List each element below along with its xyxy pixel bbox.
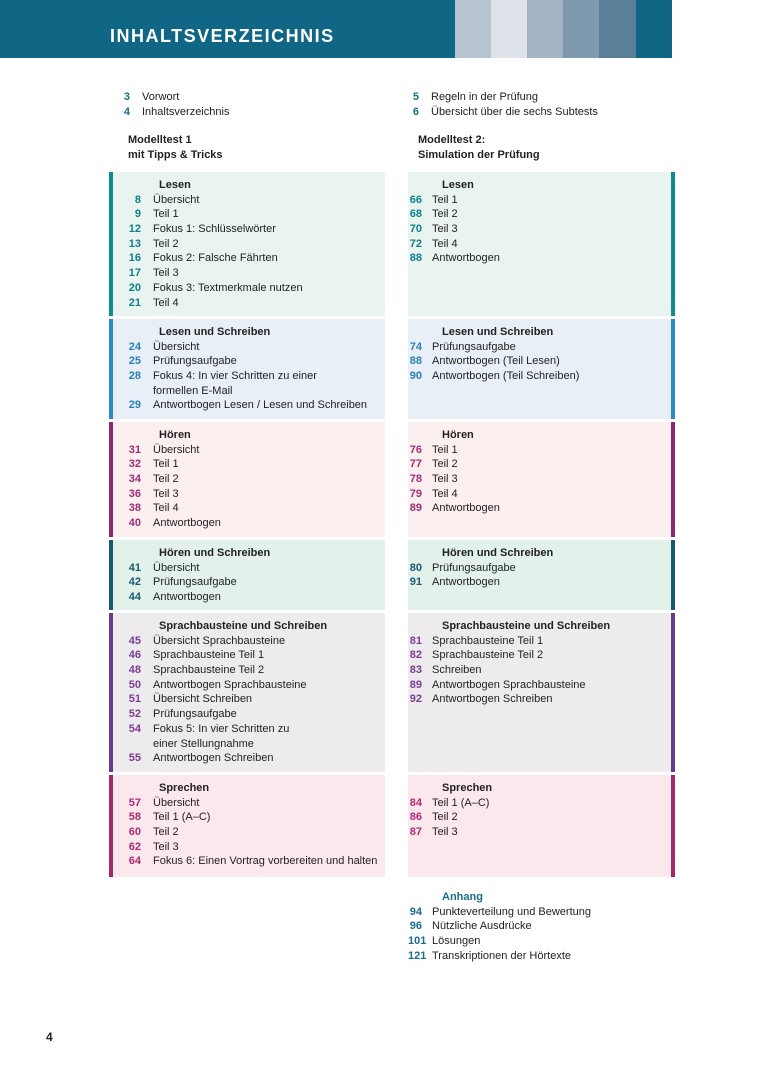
toc-page-number: 84 <box>409 796 422 809</box>
section-title: Hören und Schreiben <box>159 547 271 559</box>
toc-page-number: 36 <box>128 487 141 500</box>
toc-entry[interactable] <box>119 634 385 649</box>
toc-page-number: 41 <box>128 561 141 574</box>
toc-entry-title: Antwortbogen Schreiben <box>432 693 553 706</box>
toc-entry-title: Sprachbausteine Teil 1 <box>432 634 544 647</box>
toc-page-number: 88 <box>409 355 422 368</box>
modelltest-2-subtitle: Simulation der Prüfung <box>418 149 540 161</box>
toc-entry[interactable] <box>408 222 671 237</box>
toc-entry[interactable] <box>119 237 385 252</box>
modelltest-1-heading <box>128 133 223 163</box>
section-lesen-left <box>109 172 385 316</box>
toc-entry-title: Teil 2 <box>153 826 179 839</box>
toc-entry[interactable] <box>408 354 671 369</box>
toc-entry-title: Antwortbogen (Teil Lesen) <box>432 355 560 368</box>
toc-entry-title: Teil 1 <box>432 193 458 206</box>
modelltest-2-heading <box>418 133 540 163</box>
toc-entry-title: Punkteverteilung und Bewertung <box>432 905 591 918</box>
toc-page-number: 72 <box>409 237 422 250</box>
section-lesen-und-schreiben-left <box>109 319 385 419</box>
intro-right <box>397 90 598 119</box>
toc-entry-title: Antwortbogen <box>432 502 500 515</box>
toc-page-number: 17 <box>128 267 141 280</box>
toc-entry-title: Teil 1 (A–C) <box>432 796 490 809</box>
toc-entry-title: Übersicht <box>153 443 200 456</box>
toc-entry-title: Übersicht <box>153 561 200 574</box>
header-stripe-4 <box>563 0 599 58</box>
toc-entry-title: Antwortbogen <box>153 517 221 530</box>
toc-entry-title: Antwortbogen <box>432 576 500 589</box>
toc-page-number: 9 <box>134 208 141 221</box>
toc-entry-title: Sprachbausteine Teil 2 <box>153 664 265 677</box>
toc-entry[interactable] <box>119 354 385 369</box>
toc-page-number: 91 <box>409 576 422 589</box>
toc-page-number: 58 <box>128 811 141 824</box>
toc-entry[interactable] <box>119 296 385 311</box>
section-title: Lesen und Schreiben <box>442 326 554 338</box>
toc-page-number: 21 <box>128 296 141 309</box>
toc-page-number: 12 <box>128 223 141 236</box>
toc-page-number: 8 <box>134 193 141 206</box>
section-lesen-und-schreiben-right <box>408 319 675 419</box>
toc-page-number: 74 <box>409 340 422 353</box>
toc-entry-title: Fokus 4: In vier Schritten zu einer <box>153 370 317 383</box>
anhang-title: Anhang <box>442 891 483 903</box>
toc-entry[interactable] <box>408 575 671 590</box>
toc-entry[interactable] <box>119 751 385 766</box>
toc-entry-title: Regeln in der Prüfung <box>431 91 539 103</box>
toc-page-number: 83 <box>409 664 422 677</box>
toc-page-number: 31 <box>128 443 141 456</box>
toc-page-number: 28 <box>128 370 141 383</box>
toc-entry[interactable] <box>119 590 385 605</box>
anhang-section <box>408 890 591 963</box>
toc-entry-title: Teil 1 (A–C) <box>153 811 211 824</box>
toc-entry-title: Antwortbogen <box>432 252 500 265</box>
toc-entry[interactable] <box>408 919 591 934</box>
section-title: Hören und Schreiben <box>442 547 554 559</box>
toc-page-number: 54 <box>128 722 141 735</box>
toc-page-number: 48 <box>128 664 141 677</box>
header-stripe-3 <box>527 0 563 58</box>
toc-page-number: 76 <box>409 443 422 456</box>
toc-page-number: 25 <box>128 355 141 368</box>
toc-entry-title: Teil 3 <box>432 223 458 236</box>
toc-entry[interactable] <box>108 105 229 120</box>
toc-entry[interactable] <box>119 472 385 487</box>
toc-entry-title: Teil 3 <box>432 826 458 839</box>
toc-page-number: 24 <box>128 340 141 353</box>
section-hoeren-left <box>109 422 385 537</box>
toc-entry-title: Sprachbausteine Teil 1 <box>153 649 265 662</box>
toc-page-number: 57 <box>128 796 141 809</box>
toc-page-number: 81 <box>409 634 422 647</box>
toc-page-number: 88 <box>409 252 422 265</box>
section-title: Sprechen <box>159 782 210 794</box>
toc-page-number: 51 <box>128 693 141 706</box>
toc-entry-title: Teil 1 <box>432 443 458 456</box>
toc-page-number: 4 <box>123 105 130 118</box>
toc-page-number: 121 <box>408 949 427 962</box>
toc-page-number: 16 <box>128 252 141 265</box>
toc-entry-title: Teil 2 <box>432 811 458 824</box>
toc-entry[interactable] <box>119 707 385 722</box>
toc-entry-title: Übersicht <box>153 193 200 206</box>
toc-entry[interactable] <box>119 678 385 693</box>
toc-entry[interactable] <box>119 281 385 296</box>
toc-entry-title: Antwortbogen <box>153 591 221 604</box>
toc-entry-title: Teil 3 <box>432 473 458 486</box>
toc-entry-title: Teil 4 <box>153 296 179 309</box>
toc-entry-title: Teil 1 <box>153 458 179 471</box>
toc-entry-title: formellen E-Mail <box>153 384 233 397</box>
toc-entry[interactable] <box>119 193 385 208</box>
toc-page-number: 20 <box>128 281 141 294</box>
toc-page-number: 94 <box>409 905 422 918</box>
toc-entry[interactable] <box>119 384 385 399</box>
toc-page-number: 38 <box>128 502 141 515</box>
toc-entry[interactable] <box>408 340 671 355</box>
toc-entry-title: Fokus 5: In vier Schritten zu <box>153 722 290 735</box>
toc-entry-title: Teil 1 <box>153 208 179 221</box>
toc-page-number: 45 <box>128 634 141 647</box>
toc-entry[interactable] <box>119 457 385 472</box>
modelltest-1-title: Modelltest 1 <box>128 134 192 146</box>
toc-entry[interactable] <box>408 678 671 693</box>
toc-entry[interactable] <box>408 561 671 576</box>
toc-page-number: 96 <box>409 920 422 933</box>
toc-entry[interactable] <box>119 561 385 576</box>
toc-page-number: 77 <box>409 458 422 471</box>
toc-page-number: 29 <box>128 399 141 412</box>
section-lesen-right <box>408 172 675 316</box>
toc-entry[interactable] <box>408 810 671 825</box>
toc-entry-title: Prüfungsaufgabe <box>153 355 237 368</box>
section-title: Sprachbausteine und Schreiben <box>159 620 328 632</box>
toc-entry[interactable] <box>119 825 385 840</box>
toc-page-number: 89 <box>409 678 422 691</box>
toc-entry[interactable] <box>408 251 671 266</box>
section-hoeren-und-schreiben-right <box>408 540 675 610</box>
toc-entry[interactable] <box>119 737 385 752</box>
toc-entry[interactable] <box>119 840 385 855</box>
toc-entry[interactable] <box>408 663 671 678</box>
toc-entry-title: Fokus 1: Schlüsselwörter <box>153 223 276 236</box>
toc-page-number: 3 <box>123 91 130 103</box>
section-title: Lesen und Schreiben <box>159 326 271 338</box>
section-sprechen-left <box>109 775 385 877</box>
toc-entry-title: Übersicht <box>153 340 200 353</box>
toc-entry[interactable] <box>119 340 385 355</box>
section-title: Sprechen <box>442 782 493 794</box>
toc-entry-title: Prüfungsaufgabe <box>432 561 516 574</box>
toc-entry[interactable] <box>119 398 385 413</box>
toc-entry[interactable] <box>408 237 671 252</box>
toc-page-number: 5 <box>412 91 419 103</box>
section-title: Sprachbausteine und Schreiben <box>442 620 611 632</box>
toc-entry-title: einer Stellungnahme <box>153 737 254 750</box>
toc-entry-title: Antwortbogen Schreiben <box>153 752 274 765</box>
toc-entry-title: Teil 4 <box>432 237 458 250</box>
toc-entry-title: Übersicht über die sechs Subtests <box>431 105 598 118</box>
toc-entry-title: Teil 3 <box>153 840 179 853</box>
toc-entry-title: Übersicht <box>153 796 200 809</box>
toc-entry[interactable] <box>108 90 229 105</box>
section-sprechen-right <box>408 775 675 877</box>
toc-entry[interactable] <box>119 722 385 737</box>
toc-page-number: 86 <box>409 811 422 824</box>
toc-entry[interactable] <box>119 222 385 237</box>
toc-entry[interactable] <box>408 949 591 964</box>
toc-entry[interactable] <box>408 501 671 516</box>
intro-left <box>108 90 229 119</box>
toc-entry-title: Teil 2 <box>432 208 458 221</box>
toc-page-number: 90 <box>409 370 422 383</box>
toc-page-number: 92 <box>409 693 422 706</box>
toc-page-number: 70 <box>409 223 422 236</box>
toc-entry-title: Sprachbausteine Teil 2 <box>432 649 544 662</box>
modelltest-1-subtitle: mit Tipps & Tricks <box>128 149 223 161</box>
toc-entry[interactable] <box>119 854 385 869</box>
toc-page-number: 52 <box>128 708 141 721</box>
toc-page-number: 13 <box>128 237 141 250</box>
page-title: INHALTSVERZEICHNIS <box>110 26 335 46</box>
toc-page-number: 50 <box>128 678 141 691</box>
toc-entry[interactable] <box>397 105 598 120</box>
toc-page-number: 82 <box>409 649 422 662</box>
toc-entry-title: Teil 3 <box>153 487 179 500</box>
toc-entry[interactable] <box>119 663 385 678</box>
toc-entry-title: Teil 2 <box>153 237 179 250</box>
toc-page-number: 42 <box>128 576 141 589</box>
section-sprachbausteine-und-schreiben-left <box>109 613 385 772</box>
toc-entry-title: Antwortbogen Sprachbausteine <box>153 678 307 691</box>
toc-entry[interactable] <box>408 472 671 487</box>
toc-page-number: 55 <box>128 752 141 765</box>
toc-entry[interactable] <box>408 369 671 384</box>
header-stripe-2 <box>491 0 527 58</box>
toc-entry[interactable] <box>408 648 671 663</box>
toc-entry[interactable] <box>408 905 591 920</box>
toc-page-number: 44 <box>128 591 141 604</box>
toc-entry[interactable] <box>408 634 671 649</box>
toc-entry-title: Prüfungsaufgabe <box>153 708 237 721</box>
toc-entry[interactable] <box>408 825 671 840</box>
toc-page-number: 78 <box>409 473 422 486</box>
toc-entry-title: Teil 4 <box>432 487 458 500</box>
toc-entry-title: Schreiben <box>432 664 482 677</box>
toc-entry-title: Antwortbogen (Teil Schreiben) <box>432 370 580 383</box>
toc-entry[interactable] <box>408 692 671 707</box>
toc-page-number: 79 <box>409 487 422 500</box>
toc-page-number: 64 <box>128 855 141 868</box>
toc-page-number: 46 <box>128 649 141 662</box>
toc-entry[interactable] <box>408 796 671 811</box>
toc-entry[interactable] <box>408 457 671 472</box>
section-sprachbausteine-und-schreiben-right <box>408 613 675 772</box>
section-hoeren-und-schreiben-left <box>109 540 385 610</box>
section-hoeren-right <box>408 422 675 537</box>
toc-entry-title: Fokus 6: Einen Vortrag vorbereiten und halten <box>153 855 378 868</box>
toc-entry[interactable] <box>408 487 671 502</box>
toc-page-number: 68 <box>409 208 422 221</box>
toc-page-number: 101 <box>408 935 427 948</box>
section-title: Lesen <box>442 179 474 191</box>
toc-page-number: 40 <box>128 517 141 530</box>
page-number: 4 <box>46 1030 53 1044</box>
section-title: Hören <box>442 429 474 441</box>
toc-entry[interactable] <box>119 810 385 825</box>
toc-page-number: 66 <box>409 193 422 206</box>
toc-entry-title: Teil 2 <box>432 458 458 471</box>
toc-entry[interactable] <box>119 575 385 590</box>
toc-page-number: 32 <box>128 458 141 471</box>
section-title: Lesen <box>159 179 191 191</box>
toc-page-number: 89 <box>409 502 422 515</box>
toc-entry-title: Teil 2 <box>153 473 179 486</box>
toc-entry-title: Übersicht Sprachbausteine <box>153 634 286 647</box>
toc-page-number: 80 <box>409 561 422 574</box>
toc-entry[interactable] <box>119 692 385 707</box>
toc-entry[interactable] <box>397 90 598 105</box>
toc-entry[interactable] <box>119 251 385 266</box>
toc-entry[interactable] <box>119 369 385 384</box>
toc-entry-title: Transkriptionen der Hörtexte <box>432 949 571 962</box>
toc-page-number: 87 <box>409 826 422 839</box>
header-stripe-5 <box>599 0 636 58</box>
toc-entry-title: Teil 4 <box>153 502 179 515</box>
toc-entry-title: Teil 3 <box>153 267 179 280</box>
toc-entry-title: Antwortbogen Sprachbausteine <box>432 678 586 691</box>
toc-entry[interactable] <box>119 487 385 502</box>
toc-page-number: 62 <box>128 840 141 853</box>
toc-entry-title: Fokus 3: Textmerkmale nutzen <box>153 281 303 294</box>
toc-entry[interactable] <box>119 796 385 811</box>
toc-entry-title: Lösungen <box>432 935 481 948</box>
toc-entry-title: Übersicht Schreiben <box>153 693 253 706</box>
toc-entry[interactable] <box>408 193 671 208</box>
toc-page-number: 34 <box>128 473 141 486</box>
toc-entry-title: Nützliche Ausdrücke <box>432 920 532 933</box>
header-stripe-1 <box>455 0 491 58</box>
toc-entry[interactable] <box>119 501 385 516</box>
toc-entry[interactable] <box>119 648 385 663</box>
toc-page-number: 6 <box>412 105 419 118</box>
toc-entry[interactable] <box>408 934 591 949</box>
toc-entry-title: Prüfungsaufgabe <box>432 340 516 353</box>
toc-entry[interactable] <box>119 207 385 222</box>
toc-entry-title: Prüfungsaufgabe <box>153 576 237 589</box>
toc-entry[interactable] <box>119 443 385 458</box>
toc-entry-title: Antwortbogen Lesen / Lesen und Schreiben <box>153 399 368 412</box>
toc-entry[interactable] <box>119 516 385 531</box>
section-title: Hören <box>159 429 191 441</box>
toc-entry-title: Inhaltsverzeichnis <box>142 105 230 118</box>
toc-entry-title: Fokus 2: Falsche Fährten <box>153 252 278 265</box>
toc-entry[interactable] <box>408 207 671 222</box>
toc-entry-title: Vorwort <box>142 91 180 103</box>
toc-entry[interactable] <box>119 266 385 281</box>
toc-entry[interactable] <box>408 443 671 458</box>
modelltest-2-title: Modelltest 2: <box>418 134 486 146</box>
toc-page-number: 60 <box>128 826 141 839</box>
